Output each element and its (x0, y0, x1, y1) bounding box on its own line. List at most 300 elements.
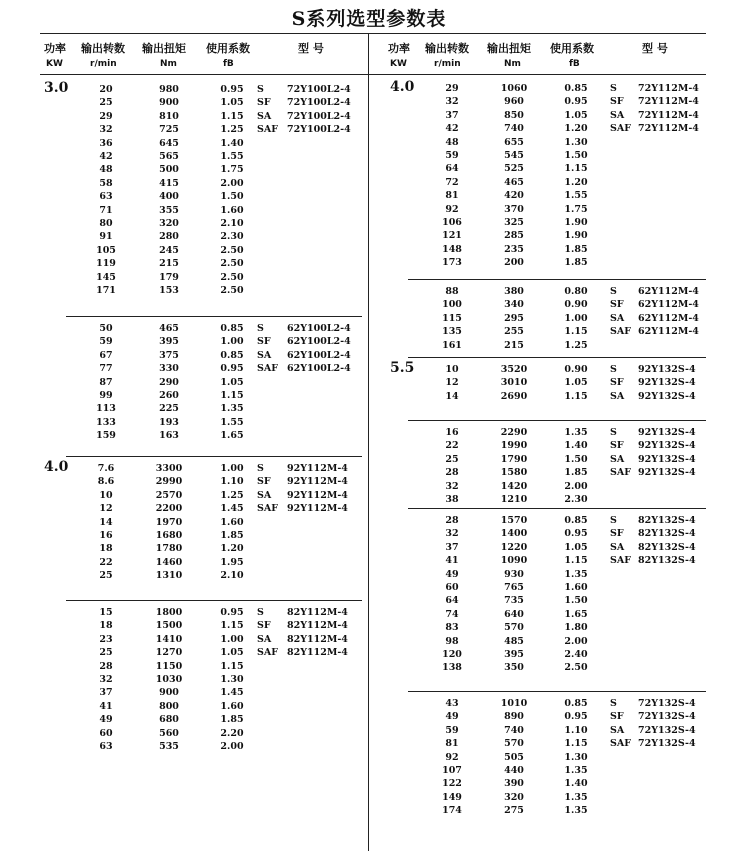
type-code: S (610, 364, 617, 375)
speed-cell: 36 (99, 137, 113, 149)
table-row (0, 271, 738, 284)
speed-cell: 25 (99, 97, 113, 109)
torque-cell: 570 (504, 738, 524, 750)
torque-cell: 465 (159, 323, 179, 334)
table-row (0, 493, 738, 506)
speed-cell: 77 (99, 363, 113, 375)
table-row (0, 480, 738, 493)
model-code: 92Y112M-4 (287, 476, 348, 488)
factor-cell: 2.30 (220, 231, 244, 243)
factor-cell: 1.15 (564, 163, 588, 175)
speed-cell: 25 (99, 570, 113, 582)
table-row (0, 339, 738, 352)
table-row (0, 216, 738, 229)
speed-cell: 120 (442, 649, 462, 660)
factor-cell: 1.15 (220, 390, 244, 401)
factor-cell: 1.60 (220, 516, 244, 528)
speed-cell: 14 (445, 390, 459, 402)
speed-cell: 42 (99, 151, 113, 162)
torque-cell: 800 (159, 700, 179, 712)
torque-cell: 1990 (500, 440, 528, 452)
speed-cell: 119 (96, 258, 116, 270)
table-row (0, 426, 738, 439)
torque-cell: 320 (504, 791, 524, 803)
factor-cell: 0.95 (564, 96, 588, 108)
table-row (0, 203, 738, 216)
factor-cell: 1.55 (220, 416, 244, 428)
model-code: 92Y112M-4 (287, 489, 348, 501)
torque-cell: 740 (504, 724, 524, 736)
factor-cell: 0.85 (564, 515, 588, 526)
type-code: S (257, 463, 264, 474)
torque-cell: 179 (159, 271, 179, 283)
type-code: SA (257, 633, 272, 645)
factor-cell: 2.30 (564, 494, 588, 505)
table-row (0, 751, 738, 764)
speed-cell: 60 (445, 582, 459, 593)
type-code: SAF (610, 467, 631, 479)
speed-cell: 48 (99, 164, 113, 176)
table-row (0, 162, 738, 175)
speed-cell: 107 (442, 765, 462, 776)
torque-cell: 295 (504, 312, 524, 324)
factor-cell: 1.20 (564, 123, 588, 135)
table-row (0, 791, 738, 804)
torque-cell: 280 (159, 231, 179, 243)
torque-cell: 355 (159, 204, 179, 216)
speed-cell: 113 (96, 403, 116, 415)
torque-cell: 163 (159, 430, 179, 442)
speed-cell: 41 (445, 555, 459, 567)
speed-cell: 32 (445, 96, 459, 108)
torque-cell: 980 (159, 84, 179, 95)
speed-cell: 43 (445, 698, 459, 709)
speed-cell: 29 (99, 110, 113, 122)
header-bottom-rule (40, 74, 706, 75)
speed-cell: 91 (99, 231, 113, 243)
torque-cell: 340 (504, 299, 524, 311)
table-row (0, 439, 738, 452)
speed-cell: 28 (445, 467, 459, 479)
torque-cell: 1220 (500, 541, 528, 553)
model-code: 82Y112M-4 (287, 647, 348, 659)
factor-cell: 1.85 (564, 243, 588, 255)
header-factor: 使用系数 (206, 42, 250, 55)
speed-cell: 16 (445, 427, 459, 438)
factor-cell: 2.00 (220, 177, 244, 189)
torque-cell: 1310 (155, 570, 183, 582)
table-row (0, 243, 738, 256)
factor-cell: 1.35 (564, 805, 588, 817)
factor-cell: 0.90 (564, 299, 588, 311)
factor-cell: 0.90 (564, 364, 588, 375)
torque-cell: 400 (159, 191, 179, 203)
torque-cell: 375 (159, 349, 179, 361)
torque-cell: 900 (159, 687, 179, 699)
type-code: SF (610, 377, 624, 389)
factor-cell: 1.30 (220, 674, 244, 685)
torque-cell: 2990 (155, 476, 183, 488)
header-speed: 输出转数 (81, 42, 125, 55)
factor-cell: 0.95 (564, 528, 588, 540)
factor-cell: 1.10 (220, 476, 244, 488)
torque-cell: 235 (504, 243, 524, 255)
speed-cell: 22 (99, 556, 113, 568)
torque-cell: 1790 (500, 453, 528, 465)
torque-cell: 1580 (500, 467, 528, 479)
speed-cell: 10 (445, 364, 459, 375)
speed-cell: 18 (99, 543, 113, 555)
model-code: 82Y112M-4 (287, 607, 348, 618)
factor-cell: 1.15 (220, 110, 244, 122)
factor-cell: 0.85 (220, 323, 244, 334)
type-code: S (610, 515, 617, 526)
type-code: S (257, 607, 264, 618)
model-code: 82Y112M-4 (287, 620, 348, 632)
torque-cell: 1090 (500, 555, 528, 567)
model-code: 72Y100L2-4 (287, 124, 351, 136)
header-factor-unit-right: fB (569, 59, 580, 69)
torque-cell: 560 (159, 727, 179, 739)
table-row (0, 376, 738, 389)
type-code: S (257, 323, 264, 334)
header-speed-unit-right: r/min (434, 59, 461, 69)
factor-cell: 1.25 (220, 489, 244, 501)
torque-cell: 640 (504, 608, 524, 620)
type-code: SF (610, 711, 624, 723)
table-row (0, 363, 738, 376)
torque-cell: 1570 (500, 515, 528, 526)
speed-cell: 59 (445, 150, 459, 161)
header-model: 型 号 (298, 42, 324, 55)
model-code: 82Y132S-4 (638, 528, 696, 540)
torque-cell: 2690 (500, 390, 528, 402)
torque-cell: 380 (504, 286, 524, 297)
torque-cell: 1780 (155, 543, 183, 555)
speed-cell: 49 (445, 711, 459, 723)
torque-cell: 570 (504, 622, 524, 634)
torque-cell: 255 (504, 326, 524, 338)
model-code: 72Y112M-4 (638, 83, 699, 94)
right-group-separator (408, 357, 706, 358)
torque-cell: 655 (504, 136, 524, 148)
right-group-separator (408, 691, 706, 692)
factor-cell: 1.15 (220, 620, 244, 632)
type-code: SF (610, 528, 624, 540)
table-row (0, 149, 738, 162)
table-row (0, 325, 738, 338)
factor-cell: 2.50 (220, 271, 244, 283)
torque-cell: 1270 (155, 647, 183, 659)
torque-cell: 420 (504, 190, 524, 202)
factor-cell: 1.30 (564, 751, 588, 763)
model-code: 72Y132S-4 (638, 698, 696, 709)
speed-cell: 15 (99, 607, 113, 618)
factor-cell: 1.35 (564, 765, 588, 776)
factor-cell: 2.50 (220, 258, 244, 270)
model-code: 72Y132S-4 (638, 738, 696, 750)
factor-cell: 1.85 (220, 530, 244, 541)
factor-cell: 0.85 (220, 349, 244, 361)
factor-cell: 1.40 (564, 440, 588, 452)
factor-cell: 0.80 (564, 286, 588, 297)
factor-cell: 2.50 (564, 662, 588, 674)
speed-cell: 28 (445, 515, 459, 526)
factor-cell: 0.85 (564, 83, 588, 94)
speed-cell: 121 (442, 230, 462, 242)
torque-cell: 200 (504, 257, 524, 269)
torque-cell: 960 (504, 96, 524, 108)
torque-cell: 3300 (155, 463, 183, 474)
torque-cell: 3010 (500, 377, 528, 389)
factor-cell: 1.05 (220, 97, 244, 109)
model-code: 62Y100L2-4 (287, 363, 351, 375)
torque-cell: 215 (504, 339, 524, 351)
speed-cell: 106 (442, 217, 462, 228)
factor-cell: 1.85 (564, 257, 588, 269)
model-code: 92Y132S-4 (638, 467, 696, 479)
table-row (0, 453, 738, 466)
type-code: SAF (610, 555, 631, 567)
speed-cell: 14 (99, 516, 113, 528)
factor-cell: 1.50 (564, 150, 588, 161)
torque-cell: 153 (159, 285, 179, 296)
torque-cell: 1970 (155, 516, 183, 528)
left-power-value: 4.0 (44, 459, 69, 475)
speed-cell: 171 (96, 285, 116, 296)
right-group-separator (408, 508, 706, 509)
model-code: 72Y112M-4 (638, 123, 699, 135)
speed-cell: 38 (445, 494, 459, 505)
torque-cell: 545 (504, 150, 524, 161)
header-power-unit: KW (46, 59, 63, 69)
factor-cell: 1.15 (564, 555, 588, 567)
torque-cell: 260 (159, 390, 179, 401)
table-row (0, 285, 738, 298)
table-row (0, 554, 738, 567)
torque-cell: 485 (504, 635, 524, 647)
torque-cell: 525 (504, 163, 524, 175)
type-code: SF (610, 440, 624, 452)
table-row (0, 777, 738, 790)
speed-cell: 74 (445, 608, 459, 620)
model-code: 62Y112M-4 (638, 312, 699, 324)
speed-cell: 29 (445, 83, 459, 94)
torque-cell: 1210 (500, 494, 528, 505)
torque-cell: 900 (159, 97, 179, 109)
type-code: S (257, 84, 264, 95)
type-code: SA (610, 541, 625, 553)
speed-cell: 23 (99, 633, 113, 645)
header-power-right: 功率 (388, 42, 410, 55)
factor-cell: 1.95 (220, 556, 244, 568)
speed-cell: 25 (445, 453, 459, 465)
type-code: SA (610, 109, 625, 121)
table-row (0, 608, 738, 621)
table-row (0, 710, 738, 723)
speed-cell: 63 (99, 741, 113, 752)
torque-cell: 890 (504, 711, 524, 723)
torque-cell: 1680 (155, 530, 183, 541)
torque-cell: 680 (159, 714, 179, 726)
table-row (0, 527, 738, 540)
factor-cell: 2.10 (220, 570, 244, 582)
speed-cell: 80 (99, 218, 113, 229)
table-row (0, 661, 738, 674)
factor-cell: 1.25 (220, 124, 244, 136)
factor-cell: 1.35 (564, 791, 588, 803)
torque-cell: 1460 (155, 556, 183, 568)
speed-cell: 37 (445, 541, 459, 553)
table-row (0, 298, 738, 311)
table-row (0, 541, 738, 554)
type-code: SF (257, 97, 271, 109)
model-code: 92Y132S-4 (638, 453, 696, 465)
table-row (0, 109, 738, 122)
torque-cell: 3520 (500, 364, 528, 375)
speed-cell: 63 (99, 191, 113, 203)
factor-cell: 1.60 (220, 204, 244, 216)
speed-cell: 72 (445, 176, 459, 188)
speed-cell: 88 (445, 286, 459, 297)
header-torque-unit: Nm (160, 59, 177, 69)
torque-cell: 2200 (155, 503, 183, 515)
speed-cell: 32 (445, 480, 459, 492)
speed-cell: 37 (99, 687, 113, 699)
type-code: SA (610, 390, 625, 402)
torque-cell: 765 (504, 582, 524, 593)
header-power-unit-right: KW (390, 59, 407, 69)
table-row (0, 402, 738, 415)
model-code: 72Y132S-4 (638, 711, 696, 723)
factor-cell: 1.05 (564, 377, 588, 389)
model-code: 62Y100L2-4 (287, 349, 351, 361)
factor-cell: 1.00 (220, 633, 244, 645)
model-code: 92Y132S-4 (638, 440, 696, 452)
table-row (0, 621, 738, 634)
torque-cell: 2290 (500, 427, 528, 438)
factor-cell: 2.40 (564, 649, 588, 660)
torque-cell: 465 (504, 176, 524, 188)
type-code: SAF (257, 647, 278, 659)
speed-cell: 59 (445, 724, 459, 736)
factor-cell: 0.85 (564, 698, 588, 709)
torque-cell: 2570 (155, 489, 183, 501)
speed-cell: 100 (442, 299, 462, 311)
torque-cell: 735 (504, 595, 524, 607)
table-row (0, 673, 738, 686)
speed-cell: 37 (445, 109, 459, 121)
torque-cell: 1500 (155, 620, 183, 632)
model-code: 62Y100L2-4 (287, 336, 351, 348)
speed-cell: 42 (445, 123, 459, 135)
factor-cell: 1.40 (220, 137, 244, 149)
table-row (0, 724, 738, 737)
speed-cell: 48 (445, 136, 459, 148)
torque-cell: 1030 (155, 674, 183, 685)
table-row (0, 390, 738, 403)
factor-cell: 1.50 (564, 453, 588, 465)
factor-cell: 1.20 (564, 176, 588, 188)
type-code: SA (257, 349, 272, 361)
torque-cell: 725 (159, 124, 179, 136)
torque-cell: 415 (159, 177, 179, 189)
model-code: 72Y112M-4 (638, 96, 699, 108)
header-factor-right: 使用系数 (550, 42, 594, 55)
table-row (0, 312, 738, 325)
speed-cell: 99 (99, 390, 113, 401)
torque-cell: 440 (504, 765, 524, 776)
table-row (0, 804, 738, 817)
speed-cell: 41 (99, 700, 113, 712)
model-code: 92Y112M-4 (287, 463, 348, 474)
torque-cell: 370 (504, 203, 524, 215)
speed-cell: 81 (445, 738, 459, 750)
factor-cell: 1.50 (220, 191, 244, 203)
speed-cell: 32 (99, 124, 113, 136)
speed-cell: 161 (442, 339, 462, 351)
type-code: SF (257, 336, 271, 348)
torque-cell: 290 (159, 376, 179, 388)
torque-cell: 390 (504, 778, 524, 790)
type-code: SAF (610, 738, 631, 750)
speed-cell: 20 (99, 84, 113, 95)
table-row (0, 136, 738, 149)
speed-cell: 22 (445, 440, 459, 452)
factor-cell: 1.65 (220, 430, 244, 442)
type-code: SF (610, 96, 624, 108)
factor-cell: 1.45 (220, 687, 244, 699)
type-code: SA (257, 489, 272, 501)
header-top-rule (40, 33, 706, 34)
speed-cell: 32 (445, 528, 459, 540)
speed-cell: 135 (442, 326, 462, 338)
speed-cell: 159 (96, 430, 116, 442)
speed-cell: 145 (96, 271, 116, 283)
table-row (0, 594, 738, 607)
factor-cell: 1.05 (220, 376, 244, 388)
speed-cell: 115 (442, 312, 462, 324)
model-code: 82Y132S-4 (638, 515, 696, 526)
header-power: 功率 (44, 42, 66, 55)
type-code: SAF (257, 503, 278, 515)
model-code: 72Y100L2-4 (287, 97, 351, 109)
speed-cell: 98 (445, 635, 459, 647)
factor-cell: 2.00 (220, 741, 244, 752)
table-row (0, 648, 738, 661)
factor-cell: 1.15 (564, 326, 588, 338)
type-code: SAF (257, 124, 278, 136)
speed-cell: 149 (442, 791, 462, 803)
torque-cell: 320 (159, 218, 179, 229)
right-power-value: 4.0 (390, 79, 415, 95)
right-power-value: 5.5 (390, 360, 415, 376)
torque-cell: 500 (159, 164, 179, 176)
type-code: SAF (610, 326, 631, 338)
model-code: 62Y112M-4 (638, 326, 699, 338)
table-row (0, 568, 738, 581)
factor-cell: 1.40 (564, 778, 588, 790)
model-code: 92Y132S-4 (638, 427, 696, 438)
table-row (0, 122, 738, 135)
factor-cell: 1.15 (564, 738, 588, 750)
torque-cell: 225 (159, 403, 179, 415)
torque-cell: 325 (504, 217, 524, 228)
speed-cell: 12 (99, 503, 113, 515)
model-code: 92Y132S-4 (638, 390, 696, 402)
table-row (0, 635, 738, 648)
factor-cell: 1.35 (564, 568, 588, 580)
